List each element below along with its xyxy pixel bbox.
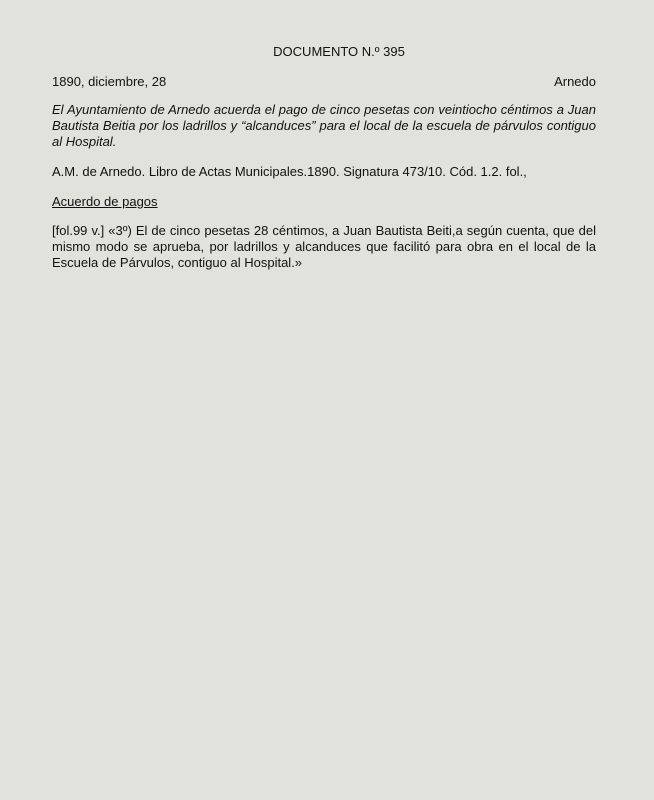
section-heading: Acuerdo de pagos: [52, 194, 158, 209]
document-page: [52, 44, 596, 271]
archival-source: A.M. de Arnedo. Libro de Actas Municipales.1890. Signatura 473/10. Cód. 1.2. fol.,: [52, 164, 527, 179]
date-place-row: [52, 74, 596, 90]
document-title: DOCUMENTO N.º 395: [273, 44, 405, 59]
transcription-body: [fol.99 v.] «3º) El de cinco pesetas 28 céntimos, a Juan Bautista Beiti,a según cuenta, que del mismo modo se aprueba, por ladrillos y alcanduces que facilitó para obra en el local de la Escuela de Párvulos, contiguo al Hospital.»: [52, 223, 596, 270]
document-date: 1890, diciembre, 28: [52, 74, 167, 89]
document-summary: El Ayuntamiento de Arnedo acuerda el pago de cinco pesetas con veintiocho céntimos a Juan Bautista Beitia por los ladrillos y “alcanduces” para el local de la escuela de párvulos contiguo al Hospital.: [52, 102, 596, 149]
document-place: Arnedo: [554, 74, 596, 89]
